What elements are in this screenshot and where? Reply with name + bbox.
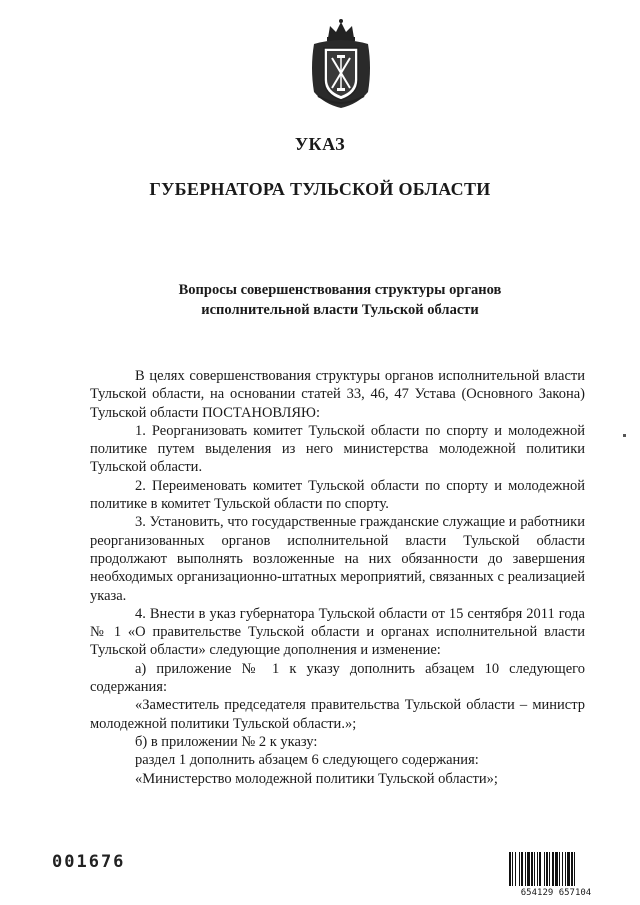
coat-of-arms-icon — [304, 18, 378, 110]
scan-speck — [623, 434, 626, 437]
barcode-bar — [512, 852, 513, 886]
barcode-bar — [571, 852, 573, 886]
paragraph-preamble: В целях совершенствования структуры органов исполнительной власти Тульской области, на основании статей 33, 46, 47 Устава (Основного Закона) Тульской области ПОСТАНОВЛЯЮ: — [90, 368, 585, 421]
paragraph-section-1: раздел 1 дополнить абзацем 6 следующего содержания: — [135, 752, 479, 769]
paragraph-quote-1: «Заместитель председателя правительства Тульской области – министр молодежной политики Тульской области.»; — [90, 697, 585, 732]
paragraph-quote-2: «Министерство молодежной политики Тульской области»; — [135, 770, 498, 787]
paragraph-item-2: 2. Переименовать комитет Тульской области по спорту и молодежной политике в комитет Тульской области по спорту. — [90, 477, 585, 513]
barcode-bar — [521, 852, 523, 886]
paragraph-item-1: 1. Реорганизовать комитет Тульской области по спорту и молодежной политике путем выделения из него министерства молодежной политики Тульской области. — [90, 422, 585, 476]
barcode-bar — [552, 852, 554, 886]
barcode-bar — [531, 852, 533, 886]
subject-line-2: исполнительной власти Тульской области — [201, 302, 479, 318]
barcode-bar — [544, 852, 545, 886]
barcode-bar — [537, 852, 538, 886]
barcode-number: 654129 657104 — [520, 888, 592, 898]
paragraph-subitem-b: б) в приложении № 2 к указу: — [135, 733, 318, 750]
barcode-bar — [549, 852, 550, 886]
document-body — [90, 367, 585, 788]
barcode-bar — [565, 852, 566, 886]
paragraph-item-3: 3. Установить, что государственные гражданские служащие и работники реорганизованных органов исполнительной власти Тульской области продолжают выполнять возложенные на них обязанности до завершения необходимых организационно-штатных мероприятий, связанных с реализацией указа. — [90, 514, 585, 604]
barcode-bar — [567, 852, 570, 886]
barcode-bar — [574, 852, 575, 886]
barcode-bar — [525, 852, 526, 886]
barcode-bar — [562, 852, 563, 886]
barcode-bar — [519, 852, 520, 886]
document-subject — [90, 280, 590, 320]
barcode-icon — [508, 852, 604, 886]
barcode-bar — [515, 852, 516, 886]
subject-line-1: Вопросы совершенствования структуры органов — [178, 282, 502, 298]
registration-number: 001676 — [52, 852, 126, 872]
barcode-bar — [534, 852, 535, 886]
barcode — [508, 852, 604, 898]
barcode-bar — [539, 852, 541, 886]
paragraph-subitem-a: а) приложение № 1 к указу дополнить абзацем 10 следующего содержания: — [90, 660, 585, 696]
barcode-bar — [546, 852, 548, 886]
barcode-bar — [509, 852, 511, 886]
paragraph-item-4: 4. Внести в указ губернатора Тульской области от 15 сентября 2011 года № 1 «О правительстве Тульской области и органах исполнительной власти Тульской области» следующие дополнения и изменение: — [90, 605, 585, 659]
barcode-bar — [559, 852, 560, 886]
document-heading: УКАЗ — [294, 134, 346, 154]
barcode-bar — [527, 852, 530, 886]
document-issuer: ГУБЕРНАТОРА ТУЛЬСКОЙ ОБЛАСТИ — [149, 179, 491, 199]
barcode-bar — [555, 852, 558, 886]
